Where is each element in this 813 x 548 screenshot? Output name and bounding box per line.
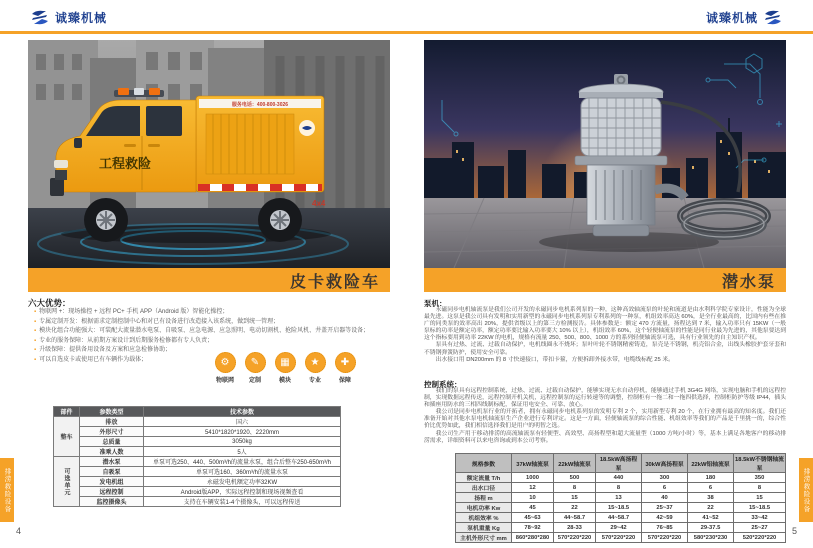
column-header: 22kW铝轴流泵	[688, 454, 734, 473]
row-label-cell: 扬程 m	[456, 493, 512, 503]
pro-icon: ★	[305, 352, 326, 373]
param-type-cell: 监控摄像头	[80, 497, 144, 507]
row-label-cell: 机组效率 %	[456, 513, 512, 523]
param-type-cell: 准乘人数	[80, 447, 144, 457]
value-cell: 41~52	[688, 513, 734, 523]
badge-pro	[301, 352, 329, 384]
column-header: 30kW高扬程泵	[642, 454, 688, 473]
param-value-cell: 支持在车辆安装1-4个摄像头，可以远程传送	[144, 497, 341, 507]
table-row	[54, 487, 341, 497]
right-side-tab-label: 排涝救险设备	[802, 467, 810, 513]
value-cell: 300	[642, 473, 688, 483]
truck-photo	[28, 40, 390, 268]
badge-custom	[241, 352, 269, 384]
left-side-tab-label: 排涝救险设备	[3, 467, 11, 513]
value-cell: 350	[734, 473, 786, 483]
header-divider	[0, 31, 813, 34]
value-cell: 15~18.5	[596, 503, 642, 513]
value-cell: 22	[688, 503, 734, 513]
value-cell: 500	[554, 473, 596, 483]
table-row	[456, 523, 786, 533]
column-header: 规格参数	[456, 454, 512, 473]
control-section-paragraphs	[424, 388, 786, 445]
right-page-title: 潜水泵	[721, 273, 776, 291]
value-cell: 12	[512, 483, 554, 493]
advantage-item: ▪ 可以自选皮卡或使用已有车辆作为载体；	[34, 356, 384, 366]
pump-spec-table	[455, 453, 786, 543]
right-side-tab	[799, 458, 813, 522]
param-value-cell: 5人	[144, 447, 341, 457]
badge-iot	[211, 352, 239, 384]
value-cell: 45	[512, 503, 554, 513]
param-value-cell: 国六	[144, 417, 341, 427]
advantage-item: ▪ 物联网 +：现场操控 + 远程 PC+ 手机 APP（Android 版）智能化操控；	[34, 308, 384, 318]
reflective-stripe	[198, 184, 322, 191]
value-cell: 6	[642, 483, 688, 493]
left-page-number: 4	[16, 526, 22, 536]
vehicle-table-body	[54, 417, 341, 507]
group-cell: 可选单元	[54, 457, 80, 507]
value-cell: 8	[734, 483, 786, 493]
param-value-cell: 5410*1820*1920、2220mm	[144, 427, 341, 437]
value-cell: 25~37	[642, 503, 688, 513]
group-cell: 整车	[54, 417, 80, 457]
table-row	[54, 417, 341, 427]
pump-table-body	[456, 473, 786, 543]
param-value-cell: 单泵可选160、360m³/h的流量水泵	[144, 467, 341, 477]
column-header: 技术参数	[144, 407, 341, 417]
table-row	[456, 533, 786, 543]
column-header: 37kW轴流泵	[512, 454, 554, 473]
table-row	[456, 483, 786, 493]
param-type-cell: 远程控制	[80, 487, 144, 497]
box-hotline-text: 服务电话：400-800-3026	[231, 102, 289, 108]
table-row	[54, 457, 341, 467]
value-cell: 44~58.7	[596, 513, 642, 523]
advantage-item: ▪ 专业的服务保障：从前期方案设计到后期服务检修都有专人负责；	[34, 337, 384, 347]
pump-section-heading: 泵机：	[424, 299, 447, 308]
table-row	[54, 447, 341, 457]
pump-table-head	[456, 454, 786, 473]
badge-module	[271, 352, 299, 384]
param-type-cell: 排放	[80, 417, 144, 427]
value-cell: 440	[596, 473, 642, 483]
value-cell: 33~42	[734, 513, 786, 523]
param-type-cell: 总质量	[80, 437, 144, 447]
advantages-heading: 六大优势：	[28, 298, 71, 308]
param-value-cell: 3050kg	[144, 437, 341, 447]
value-cell: 44~58.7	[554, 513, 596, 523]
value-cell: 8	[554, 483, 596, 493]
row-label-cell: 电机功率 Kw	[456, 503, 512, 513]
control-section-heading: 控制系统：	[424, 380, 462, 389]
row-label-cell: 主机外形尺寸 mm	[456, 533, 512, 543]
badge-label: 物联网	[215, 378, 234, 384]
body-paragraph: 出水接口用 DN200mm 的 8 寸快速接口，带扣卡箍，方便拆卸外接水带，电缆线标配 25 米。	[435, 356, 674, 363]
badge-label: 模块	[278, 378, 291, 384]
brand-logo-icon	[30, 10, 50, 25]
table-row	[456, 493, 786, 503]
value-cell: 78~92	[512, 523, 554, 533]
value-cell: 180	[688, 473, 734, 483]
value-cell: 860*280*280	[512, 533, 554, 543]
front-wheel	[84, 198, 128, 242]
right-page-number: 5	[792, 526, 798, 536]
table-row	[54, 497, 341, 507]
vehicle-spec-table	[53, 406, 341, 507]
column-header: 参数类型	[80, 407, 144, 417]
value-cell: 15~18.5	[734, 503, 786, 513]
badge-guarantee	[331, 352, 359, 384]
truck-door-text: 工程救险	[98, 156, 152, 171]
table-row	[456, 473, 786, 483]
table-row	[456, 513, 786, 523]
table-row	[54, 437, 341, 447]
table-row	[54, 477, 341, 487]
body-paragraph: 永磁同步电机轴流泵是我们公司开发的永磁同步电机系列泵的一种，这种高效轴流泵的叶轮和流道是由水利科学院专家设计，性能为全球最先进。这泵是我公司具有发明和实用新型的永磁同步电机系列泵专利系列的一种泵，机组效率高达 60%，是全行业最高的，比国内有些在推广的同类泵的效率高出 20%，提供省级以上的第三方检测报告。具体参数是：额定 470 方流量，扬程达到 7 米，输入功率只有 15KW（一般泵标的功率是额定功率，额定功率要比输入功率要大 10% 以上），机组效率 60%，这个轻便轴流泵的性能是同行业最为先进的，其他泵要达到这个指标要用到功率 22KW 的电机，规格有流量 250、500、800、1000 方的系列轻便轴流泵可选，具有行业领先的自主知识产权。	[424, 307, 786, 342]
brand-logo-icon	[763, 10, 783, 25]
value-cell: 15	[734, 493, 786, 503]
vehicle-table-head	[54, 407, 341, 417]
advantage-item: ▪ 专属定制开发：根据需求定制控制中心和对已有设备进行改造接入该系统，做到统一管理；	[34, 318, 384, 328]
column-header: 22kW轴流泵	[554, 454, 596, 473]
table-header-row	[54, 407, 341, 417]
value-cell: 10	[512, 493, 554, 503]
param-type-cell: 发电机组	[80, 477, 144, 487]
iot-icon: ⚙	[215, 352, 236, 373]
value-cell: 1000	[512, 473, 554, 483]
value-cell: 29~42	[596, 523, 642, 533]
advantage-item: ▪ 模块化组合功能强大：可装配大流量潜水电泵、自吸泵、应急电源、应急照明、电动切割机、抢险风机、井盖开启器等设备；	[34, 327, 384, 337]
param-value-cell: Android版APP，实际远程控制和现场视频查看	[144, 487, 341, 497]
rear-wheel	[258, 198, 302, 242]
value-cell: 570*220*220	[554, 533, 596, 543]
row-label-cell: 出水口径	[456, 483, 512, 493]
drive-badge-text: 4x4	[312, 199, 326, 208]
value-cell: 28-33	[554, 523, 596, 533]
value-cell: 570*220*220	[596, 533, 642, 543]
body-paragraph: 我公司是同步电机泵行业的开拓者，拥有永磁同步电机系列泵的发明专利 2 个，实用新型专利 20 个，在行业拥有最高的知名度。我们还准备开始对其他水泵电机轴流泵生产企业进行专利评定。这是一方面，轻便轴流泵的综合性能、机组效率等我们的产品是千里挑一的，综合性价比优势如此，我们相信选择我们是用户的明智之选。	[424, 409, 786, 430]
table-header-row	[456, 454, 786, 473]
value-cell: 6	[688, 483, 734, 493]
table-row	[54, 427, 341, 437]
param-type-cell: 自吸泵	[80, 467, 144, 477]
pump-photo	[424, 40, 786, 268]
row-label-cell: 泵机重量 Kg	[456, 523, 512, 533]
value-cell: 25~27	[734, 523, 786, 533]
value-cell: 570*220*220	[642, 533, 688, 543]
value-cell: 40	[642, 493, 688, 503]
row-label-cell: 额定流量 T/h	[456, 473, 512, 483]
pump-section-paragraphs	[424, 307, 786, 364]
custom-icon: ✎	[245, 352, 266, 373]
body-paragraph: 我公司生产用于移动排涝的高流轴流泵有轻便型、高效型、高扬程型和超大流量型（1000 方吨/小时）等，基本上满足各地客户的移动排涝需求，详细资料可以来电咨询或到本公司考察。	[424, 430, 786, 444]
body-paragraph: 我们的泵具有远程控制系统，过热、过流、过载自动保护，能够实现无水自动停机，能够通过手机 3G4G 网络，实现电脑和手机的远程控制，实现数据远程传送，远程控制开机关机，远程控制泵的运行转速等的调整，控制柜有一拖二和一拖四供选择，控制柜防护等级 IP44，插头和插座用防水的三相四线制标配，保证用电安全、可靠、放心。	[424, 388, 786, 409]
param-value-cell: 单泵可选250、440、500m³/h的流量水泵，组合后整车250-650m³/h	[144, 457, 341, 467]
value-cell: 38	[688, 493, 734, 503]
param-type-cell: 潜水泵	[80, 457, 144, 467]
body-paragraph: 泵具有过热、过流、过载自动保护，电机线圈永不烧坏；泵叶叶轮不锈钢精密铸造，泵壳是不锈钢，机壳铝合金，出线头橡胶护套牙套和不锈钢弹簧防护，使用安全可靠。	[424, 342, 786, 356]
value-cell: 580*230*230	[688, 533, 734, 543]
value-cell: 45~63	[512, 513, 554, 523]
value-cell: 22	[554, 503, 596, 513]
right-banner	[424, 268, 786, 292]
param-type-cell: 外形尺寸	[80, 427, 144, 437]
brand-left	[30, 9, 107, 26]
column-header: 18.5kW不锈钢轴流泵	[734, 454, 786, 473]
value-cell: 13	[596, 493, 642, 503]
module-icon: ▦	[275, 352, 296, 373]
badge-label: 保障	[338, 378, 351, 384]
badge-label: 定制	[248, 378, 261, 384]
badges-row	[211, 352, 359, 384]
column-header: 18.5kW高扬程泵	[596, 454, 642, 473]
left-page-title: 皮卡救险车	[289, 273, 380, 291]
brand-name: 诚臻机械	[55, 11, 108, 25]
brand-right	[706, 9, 783, 26]
left-side-tab	[0, 458, 14, 522]
guarantee-icon: ✚	[335, 352, 356, 373]
value-cell: 42~59	[642, 513, 688, 523]
value-cell: 29-37.5	[688, 523, 734, 533]
value-cell: 15	[554, 493, 596, 503]
value-cell: 520*220*220	[734, 533, 786, 543]
brand-name: 诚臻机械	[705, 11, 758, 25]
table-row	[54, 467, 341, 477]
left-banner	[28, 268, 390, 292]
badge-label: 专业	[308, 378, 321, 384]
value-cell: 8	[596, 483, 642, 493]
column-header: 部件	[54, 407, 80, 417]
param-value-cell: 永磁发电机额定功率32KW	[144, 477, 341, 487]
table-row	[456, 503, 786, 513]
value-cell: 76~85	[642, 523, 688, 533]
advantage-item: ▪ 升级保障：提供备用设备及方案和应急检修协助；	[34, 346, 384, 356]
